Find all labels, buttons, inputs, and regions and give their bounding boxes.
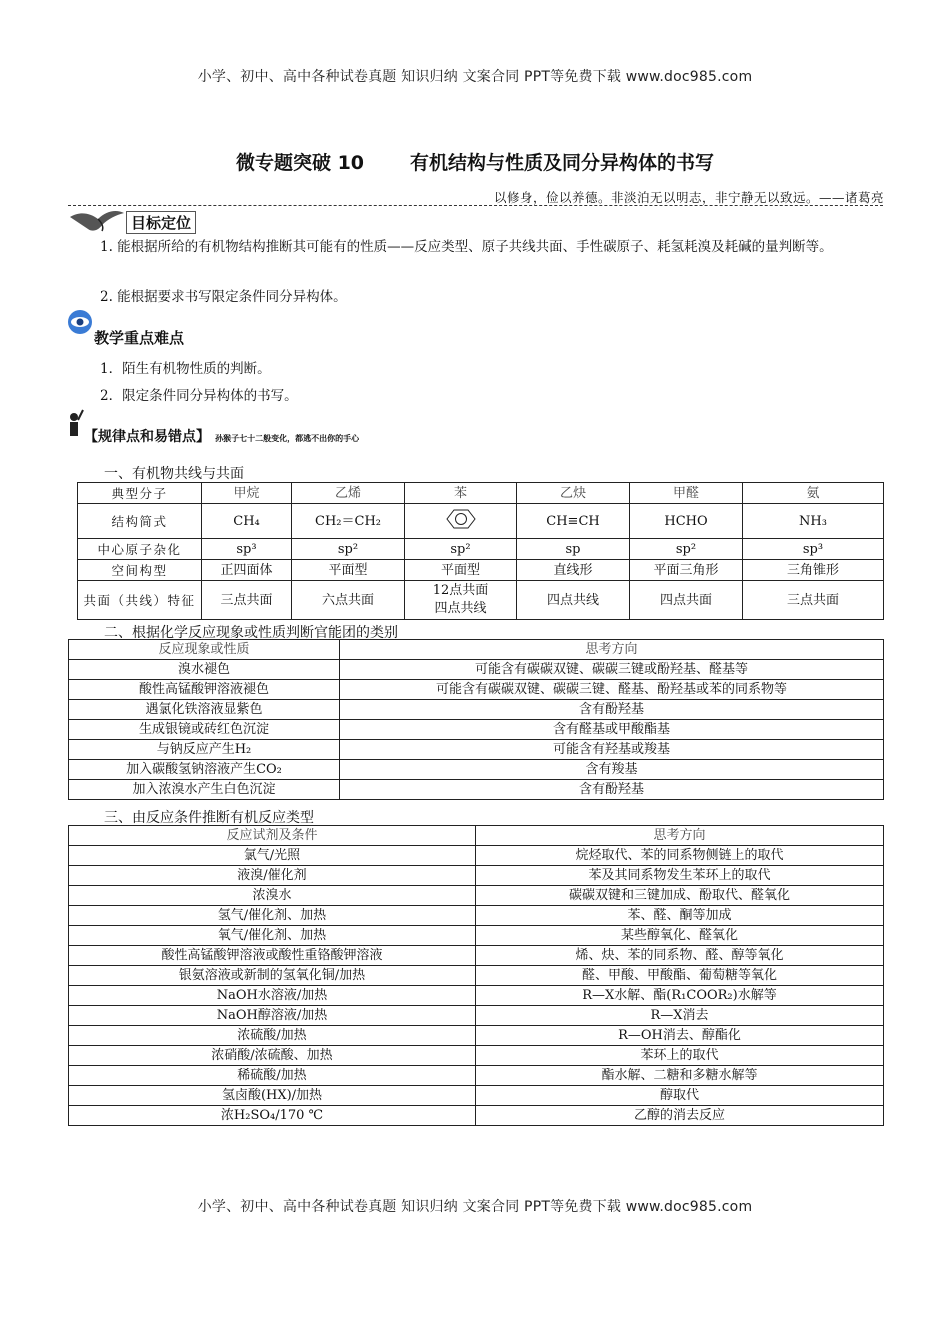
table-row: [69, 740, 884, 760]
condition-cell: 稀硫酸/加热: [69, 1066, 476, 1086]
title-part1: 微专题突破 10: [235, 152, 365, 174]
table-row: [78, 539, 884, 560]
table-row: [69, 1106, 884, 1126]
direction-cell: 可能含有碳碳双键、碳碳三键或酚羟基、醛基等: [340, 660, 884, 680]
rules-note: 孙猴子七十二般变化，都逃不出你的手心: [215, 433, 360, 443]
direction-cell: 含有羧基: [340, 760, 884, 780]
condition-cell: 浓硫酸/加热: [69, 1026, 476, 1046]
table-header-row: [69, 826, 884, 846]
condition-cell: NaOH水溶液/加热: [69, 986, 476, 1006]
condition-cell: 氯气/光照: [69, 846, 476, 866]
condition-cell: 浓硝酸/浓硫酸、加热: [69, 1046, 476, 1066]
condition-cell: 液溴/催化剂: [69, 866, 476, 886]
table-row: [69, 1046, 884, 1066]
shape-cell: 平面型: [292, 560, 405, 581]
feature-cell: 三点共面: [202, 581, 292, 620]
feature-cell: 12点共面 四点共线: [405, 581, 517, 620]
motto: 以修身，俭以养德。非淡泊无以明志，非宁静无以致远。——诸葛亮: [493, 190, 884, 205]
hybrid-cell: sp²: [292, 539, 405, 560]
page-footer: 小学、初中、高中各种试卷真题 知识归纳 文案合同 PPT等免费下载 www.doc985.com: [197, 1199, 753, 1215]
condition-cell: 浓H₂SO₄/170 ℃: [69, 1106, 476, 1126]
table-row: [69, 946, 884, 966]
table-row: [69, 660, 884, 680]
direction-cell: 含有酚羟基: [340, 780, 884, 800]
table-row: [78, 560, 884, 581]
row-label: 空间构型: [78, 560, 202, 581]
rules-label: 【规律点和易错点】: [84, 429, 210, 445]
shape-cell: 直线形: [517, 560, 630, 581]
direction-cell: 乙醇的消去反应: [476, 1106, 884, 1126]
section3-heading: 三、由反应条件推断有机反应类型: [104, 810, 314, 826]
key-points-label: 教学重点难点: [94, 329, 185, 347]
formula-cell: HCHO: [630, 504, 743, 539]
table-header-row: [69, 640, 884, 660]
row-label: 共面（共线）特征: [78, 581, 202, 620]
shape-cell: 三角锥形: [743, 560, 884, 581]
direction-cell: 烷烃取代、苯的同系物侧链上的取代: [476, 846, 884, 866]
shape-cell: 平面三角形: [630, 560, 743, 581]
condition-cell: 浓溴水: [69, 886, 476, 906]
eye-icon: [66, 308, 94, 336]
column-header: 反应试剂及条件: [69, 826, 476, 846]
page-header: 小学、初中、高中各种试卷真题 知识归纳 文案合同 PPT等免费下载 www.doc985.com: [197, 69, 753, 85]
feature-cell: 四点共面: [630, 581, 743, 620]
hybrid-cell: sp: [517, 539, 630, 560]
column-header: 思考方向: [340, 640, 884, 660]
table-row: [69, 906, 884, 926]
direction-cell: R—OH消去、醇酯化: [476, 1026, 884, 1046]
key-item-1: 1．陌生有机物性质的判断。: [100, 361, 271, 377]
bird-icon: [68, 205, 126, 235]
table-phenomena: [68, 639, 884, 800]
goals-item-2: 2. 能根据要求书写限定条件同分异构体。: [100, 289, 347, 305]
table-row: [69, 846, 884, 866]
direction-cell: 烯、炔、苯的同系物、醛、醇等氧化: [476, 946, 884, 966]
table-row: [69, 680, 884, 700]
table-row: [78, 504, 884, 539]
row-label: 典型分子: [78, 483, 202, 504]
molecule-cell: 苯: [405, 483, 517, 504]
page-title: [0, 148, 950, 175]
condition-cell: 银氨溶液或新制的氢氧化铜/加热: [69, 966, 476, 986]
row-label: 中心原子杂化: [78, 539, 202, 560]
table-row: [69, 1086, 884, 1106]
condition-cell: 加入浓溴水产生白色沉淀: [69, 780, 340, 800]
direction-cell: 醛、甲酸、甲酸酯、葡萄糖等氧化: [476, 966, 884, 986]
formula-cell: CH₄: [202, 504, 292, 539]
divider: [68, 205, 883, 206]
condition-cell: 生成银镜或砖红色沉淀: [69, 720, 340, 740]
molecule-cell: 甲醛: [630, 483, 743, 504]
table-row: [69, 1026, 884, 1046]
molecule-cell: 乙烯: [292, 483, 405, 504]
section1-heading: 一、有机物共线与共面: [104, 466, 244, 482]
direction-cell: 苯及其同系物发生苯环上的取代: [476, 866, 884, 886]
direction-cell: 醇取代: [476, 1086, 884, 1106]
table-row: [69, 886, 884, 906]
title-part2: 有机结构与性质及同分异构体的书写: [410, 152, 715, 174]
key-item-2: 2．限定条件同分异构体的书写。: [100, 388, 298, 404]
column-header: 反应现象或性质: [69, 640, 340, 660]
figure-icon: [66, 408, 84, 438]
table-coplanar: [77, 482, 884, 620]
condition-cell: 氢气/催化剂、加热: [69, 906, 476, 926]
direction-cell: R—X水解、酯(R₁COOR₂)水解等: [476, 986, 884, 1006]
row-label: 结构简式: [78, 504, 202, 539]
hybrid-cell: sp³: [743, 539, 884, 560]
benzene-structure: [405, 504, 517, 539]
direction-cell: 某些醇氧化、醛氧化: [476, 926, 884, 946]
formula-cell: CH₂＝CH₂: [292, 504, 405, 539]
table-row: [69, 966, 884, 986]
molecule-cell: 氨: [743, 483, 884, 504]
section2-heading: 二、根据化学反应现象或性质判断官能团的类别: [104, 625, 398, 641]
table-row: [69, 866, 884, 886]
condition-cell: NaOH醇溶液/加热: [69, 1006, 476, 1026]
condition-cell: 遇氯化铁溶液显紫色: [69, 700, 340, 720]
direction-cell: 苯、醛、酮等加成: [476, 906, 884, 926]
molecule-cell: 乙炔: [517, 483, 630, 504]
rules-heading: [84, 426, 359, 446]
condition-cell: 酸性高锰酸钾溶液褪色: [69, 680, 340, 700]
direction-cell: R—X消去: [476, 1006, 884, 1026]
table-row: [69, 986, 884, 1006]
table-row: [78, 483, 884, 504]
hybrid-cell: sp²: [405, 539, 517, 560]
formula-cell: NH₃: [743, 504, 884, 539]
column-header: 思考方向: [476, 826, 884, 846]
feature-cell: 六点共面: [292, 581, 405, 620]
table-conditions: [68, 825, 884, 1126]
direction-cell: 苯环上的取代: [476, 1046, 884, 1066]
benzene-ring-icon: [446, 508, 476, 530]
shape-cell: 平面型: [405, 560, 517, 581]
direction-cell: 含有酚羟基: [340, 700, 884, 720]
condition-cell: 酸性高锰酸钾溶液或酸性重铬酸钾溶液: [69, 946, 476, 966]
table-row: [69, 700, 884, 720]
table-row: [69, 780, 884, 800]
formula-cell: CH≡CH: [517, 504, 630, 539]
direction-cell: 碳碳双键和三键加成、酚取代、醛氧化: [476, 886, 884, 906]
table-row: [69, 760, 884, 780]
condition-cell: 氢卤酸(HX)/加热: [69, 1086, 476, 1106]
table-row: [78, 581, 884, 620]
direction-cell: 含有醛基或甲酸酯基: [340, 720, 884, 740]
goals-label: 目标定位: [126, 211, 196, 234]
hybrid-cell: sp²: [630, 539, 743, 560]
table-row: [69, 1006, 884, 1026]
feature-cell: 三点共面: [743, 581, 884, 620]
condition-cell: 加入碳酸氢钠溶液产生CO₂: [69, 760, 340, 780]
feature-cell: 四点共线: [517, 581, 630, 620]
table-row: [69, 720, 884, 740]
goals-item-1: 1. 能根据所给的有机物结构推断其可能有的性质——反应类型、原子共线共面、手性碳原子、耗氢耗溴及耗碱的量判断等。: [100, 239, 833, 255]
condition-cell: 氧气/催化剂、加热: [69, 926, 476, 946]
shape-cell: 正四面体: [202, 560, 292, 581]
table-row: [69, 926, 884, 946]
direction-cell: 可能含有碳碳双键、碳碳三键、醛基、酚羟基或苯的同系物等: [340, 680, 884, 700]
direction-cell: 酯水解、二糖和多糖水解等: [476, 1066, 884, 1086]
condition-cell: 溴水褪色: [69, 660, 340, 680]
direction-cell: 可能含有羟基或羧基: [340, 740, 884, 760]
molecule-cell: 甲烷: [202, 483, 292, 504]
table-row: [69, 1066, 884, 1086]
condition-cell: 与钠反应产生H₂: [69, 740, 340, 760]
hybrid-cell: sp³: [202, 539, 292, 560]
